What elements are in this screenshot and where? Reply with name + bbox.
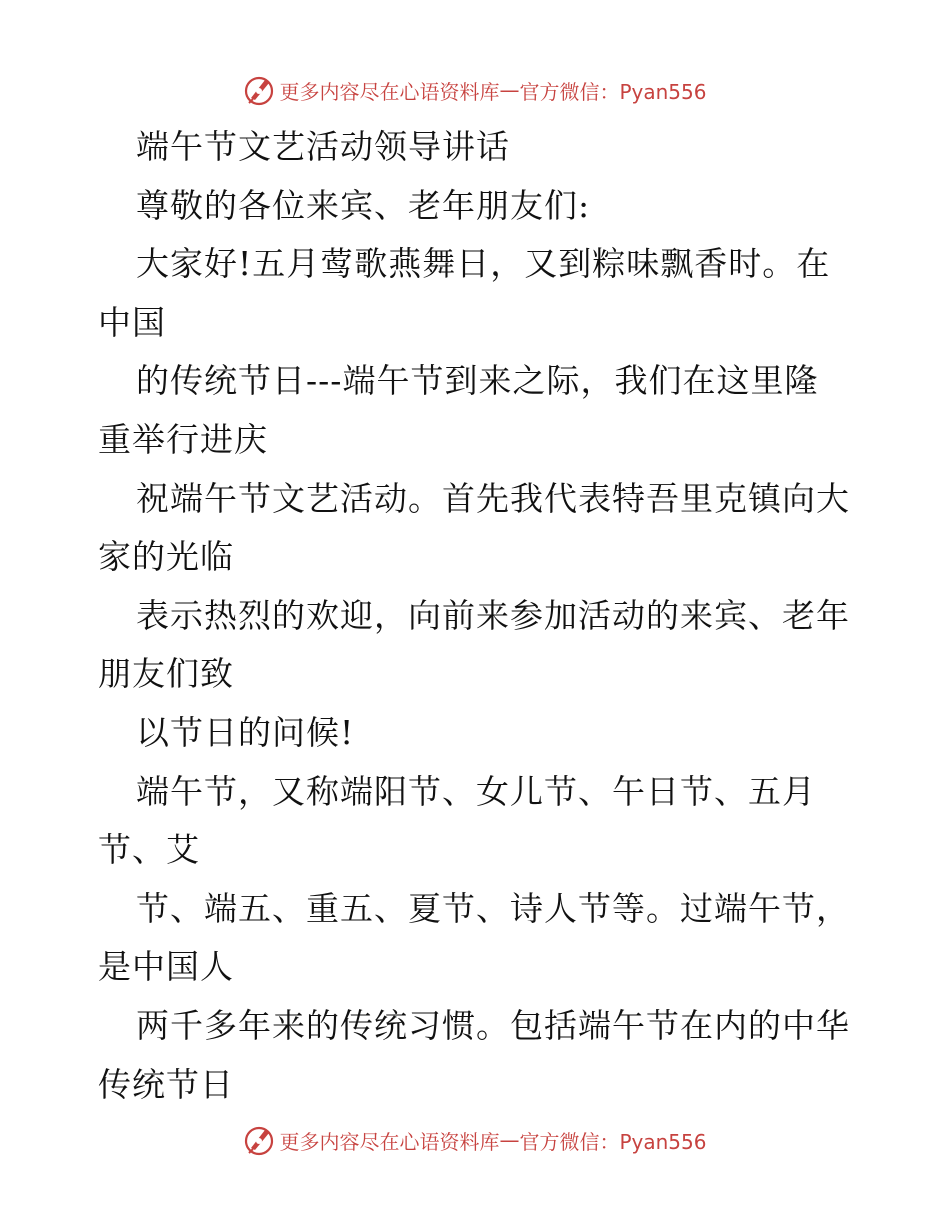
footer-banner <box>0 1120 950 1160</box>
document-line: 家的光临 <box>98 537 234 577</box>
document-line: 节、艾 <box>98 830 200 870</box>
document-line: 节、端五、重五、夏节、诗人节等。过端午节， <box>136 888 850 928</box>
document-line: 以节日的问候! <box>136 712 355 752</box>
banner-wechat-text: 官方微信：Pyan556 <box>519 1129 707 1154</box>
document-line: 大家好!五月莺歌燕舞日，又到粽味飘香时。在 <box>136 244 831 284</box>
banner-site-text: 更多内容尽在心语资料库 <box>279 1129 500 1154</box>
document-line: 端午节，又称端阳节、女儿节、午日节、五月 <box>136 771 816 811</box>
document-line: 朋友们致 <box>98 654 234 694</box>
document-line: 祝端午节文艺活动。首先我代表特吾里克镇向大 <box>136 478 850 518</box>
document-line: 两千多年来的传统习惯。包括端午节在内的中华 <box>136 1005 850 1045</box>
header-banner <box>0 70 950 110</box>
document-line: 表示热烈的欢迎，向前来参加活动的来宾、老年 <box>136 595 850 635</box>
banner-separator: — <box>499 1128 520 1152</box>
quill-pen-logo-icon <box>243 1124 275 1156</box>
document-line: 的传统节日---端午节到来之际，我们在这里隆 <box>136 361 819 401</box>
document-body <box>98 118 878 1114</box>
document-line: 重举行进庆 <box>98 419 268 459</box>
document-line: 尊敬的各位来宾、老年朋友们: <box>136 185 591 225</box>
quill-pen-logo-icon <box>243 74 275 106</box>
banner-wechat-text: 官方微信：Pyan556 <box>519 79 707 104</box>
banner-separator: — <box>499 78 520 102</box>
banner-site-text: 更多内容尽在心语资料库 <box>279 79 500 104</box>
document-line: 传统节日 <box>98 1064 234 1104</box>
document-line: 中国 <box>98 302 166 342</box>
document-line: 端午节文艺活动领导讲话 <box>136 127 510 166</box>
document-line: 是中国人 <box>98 947 234 987</box>
